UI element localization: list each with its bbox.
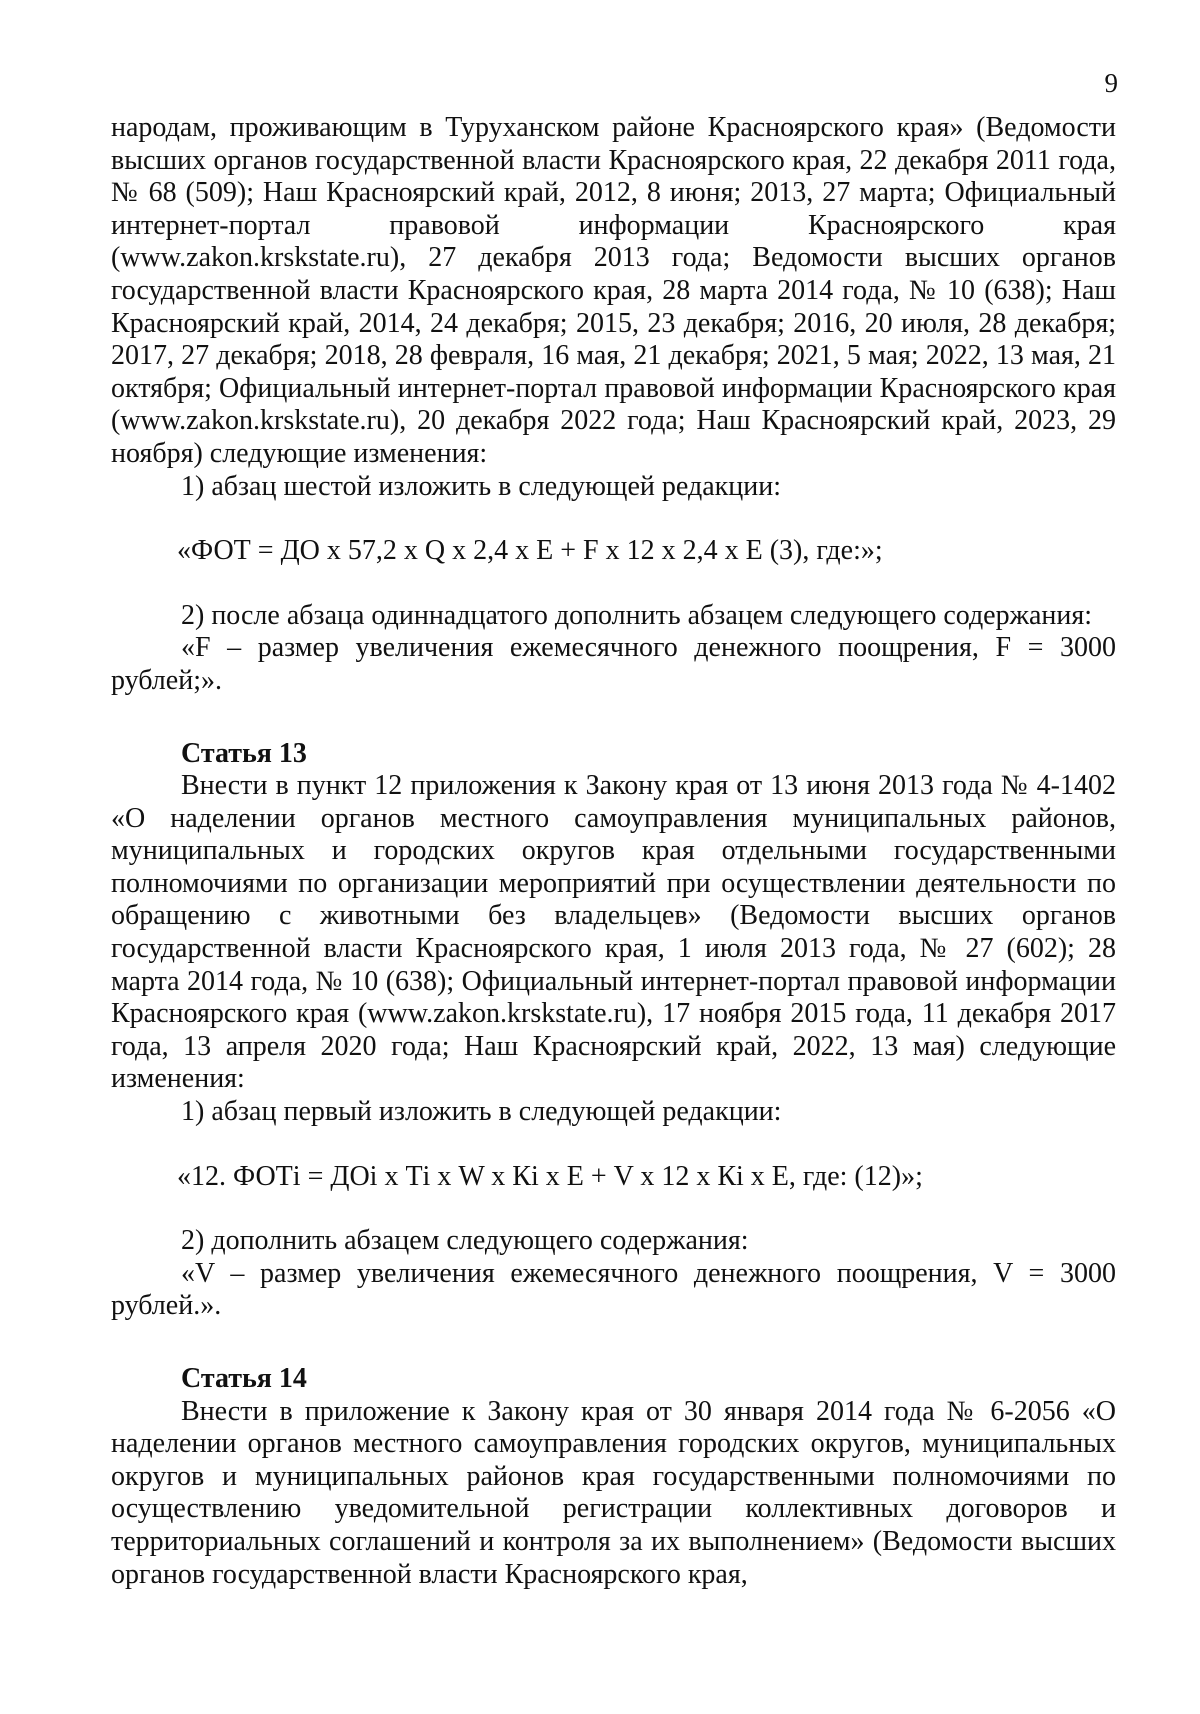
article-14-intro: Внести в приложение к Закону края от 30 января 2014 года № 6-2056 «О наделении органов местного самоуправления городских округов, муниципальных округов и муниципальных районов края государственными полномочиями по осуществлению уведомительной регистрации коллективных договоров и территориальных соглашений и контроля за их выполнением» (Ведомости высших органов государственной власти Красноярского края, <box>111 1395 1116 1590</box>
formula-fot: «ФОТ = ДО х 57,2 х Q х 2,4 х Е + F х 12 х 2,4 х Е (3), где:»; <box>177 535 883 567</box>
article-13-item-2-text: «V – размер увеличения ежемесячного денежного поощрения, V = 3000 рублей.». <box>111 1257 1116 1322</box>
article-13-heading: Статья 13 <box>181 737 307 769</box>
amendment-item-2-text: «F – размер увеличения ежемесячного денежного поощрения, F = 3000 рублей;». <box>111 632 1116 696</box>
article-13-intro: Внести в пункт 12 приложения к Закону края от 13 июня 2013 года № 4-1402 «О наделении органов местного самоуправления муниципальных районов, муниципальных и городских округов края отдельными государственными полномочиями по организации мероприятий при осуществлении деятельности по обращению с животными без владельцев» (Ведомости высших органов государственной власти Красноярского края, 1 июля 2013 года, № 27 (602); 28 марта 2014 года, № 10 (638); Официальный интернет-портал правовой информации Красноярского края (www.zakon.krskstate.ru), 17 ноября 2015 года, 11 декабря 2017 года, 13 апреля 2020 года; Наш Красноярский край, 2022, 13 мая) следующие изменения: <box>111 770 1116 1095</box>
amendment-item-1: 1) абзац шестой изложить в следующей редакции: <box>181 470 781 502</box>
article-13-item-2: 2) дополнить абзацем следующего содержания: <box>181 1225 749 1257</box>
article-13-item-1: 1) абзац первый изложить в следующей редакции: <box>181 1096 782 1128</box>
continuation-paragraph: народам, проживающим в Туруханском районе Красноярского края» (Ведомости высших органов государственной власти Красноярского края, 22 декабря 2011 года, № 68 (509); Наш Красноярский край, 2012, 8 июня; 2013, 27 марта; Официальный интернет-портал правовой информации Красноярского края (www.zakon.krskstate.ru), 27 декабря 2013 года; Ведомости высших органов государственной власти Красноярского края, 28 марта 2014 года, № 10 (638); Наш Красноярский край, 2014, 24 декабря; 2015, 23 декабря; 2016, 20 июля, 28 декабря; 2017, 27 декабря; 2018, 28 февраля, 16 мая, 21 декабря; 2021, 5 мая; 2022, 13 мая, 21 октября; Официальный интернет-портал правовой информации Красноярского края (www.zakon.krskstate.ru), 20 декабря 2022 года; Наш Красноярский край, 2023, 29 ноября) следующие изменения: <box>111 112 1116 469</box>
page-number: 9 <box>1104 68 1118 98</box>
formula-foti: «12. ФОТi = ДОi х Тi х W х Кi х Е + V х 12 х Кi х Е, где: (12)»; <box>177 1160 923 1192</box>
article-14-heading: Статья 14 <box>181 1363 307 1394</box>
document-body <box>111 112 1116 1591</box>
amendment-item-2: 2) после абзаца одиннадцатого дополнить абзацем следующего содержания: <box>181 599 1093 631</box>
